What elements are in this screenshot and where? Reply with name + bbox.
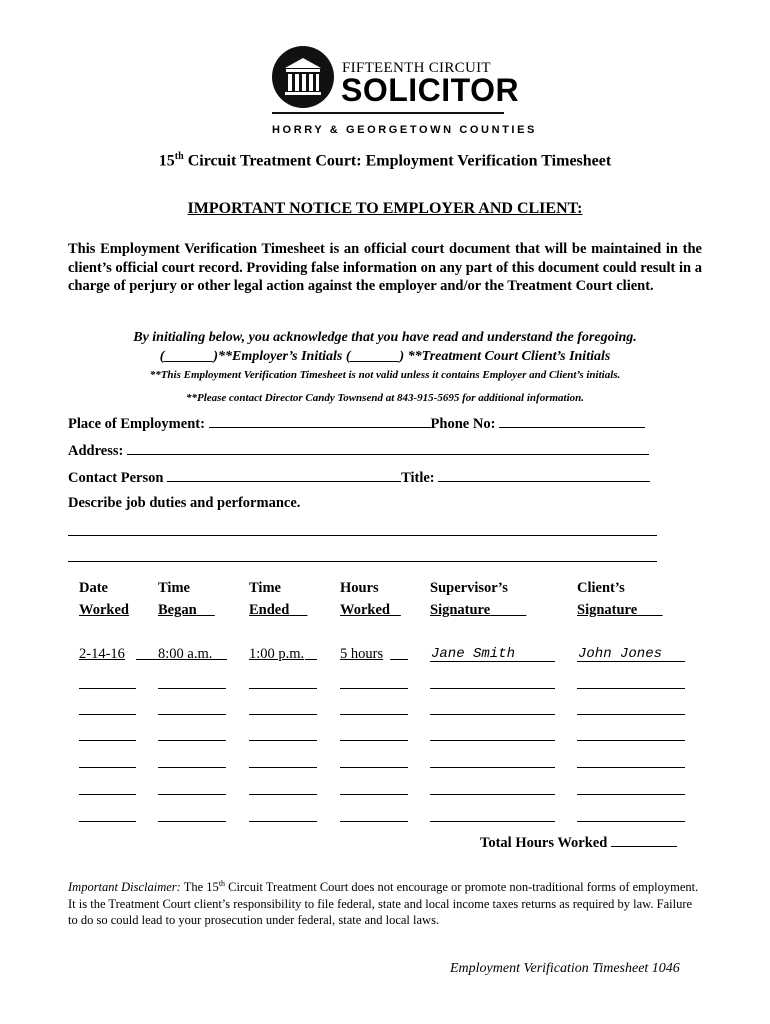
example-client-rule (577, 661, 685, 662)
blank-cell[interactable] (577, 821, 685, 822)
blank-cell[interactable] (158, 740, 226, 741)
blank-cell[interactable] (577, 767, 685, 768)
phone-label: Phone No: (430, 416, 496, 432)
blank-cell[interactable] (79, 688, 136, 689)
duties-line-2[interactable] (68, 561, 657, 562)
example-date-rule (136, 659, 226, 660)
title-label: Title: (401, 470, 435, 486)
blank-cell[interactable] (249, 740, 317, 741)
address-label: Address: (68, 443, 124, 459)
col-client-signature: Client’s Signature (577, 580, 638, 618)
blank-cell[interactable] (430, 794, 555, 795)
disclaimer: Important Disclaimer: The 15th Circuit Treatment Court does not encourage or promote non-traditional forms of employment. It is the Treatment Court client’s responsibility to file federal, state and local income taxes returns as required by law. Failure to do so could lead to your prosecution under federal, state and local laws. (68, 879, 699, 928)
table-cell (249, 646, 304, 663)
notice-heading: IMPORTANT NOTICE TO EMPLOYER AND CLIENT: (187, 200, 583, 217)
page-title: 15th Circuit Treatment Court: Employment Verification Timesheet (158, 151, 612, 170)
blank-cell[interactable] (340, 740, 408, 741)
blank-cell[interactable] (158, 767, 226, 768)
blank-cell[interactable] (158, 688, 226, 689)
blank-cell[interactable] (79, 794, 136, 795)
blank-cell[interactable] (340, 821, 408, 822)
example-ended-rule (305, 659, 317, 660)
example-client-signature: John Jones (578, 646, 663, 662)
example-time-ended: 1:00 p.m. (249, 646, 305, 662)
validity-note: **This Employment Verification Timesheet is not valid unless it contains Employer and Client’s initials. (149, 369, 621, 381)
blank-cell[interactable] (340, 714, 408, 715)
courthouse-icon (272, 46, 334, 108)
col-hours: Hours Worked (340, 580, 390, 618)
blank-cell[interactable] (577, 688, 685, 689)
logo-counties: HORRY & GEORGETOWN COUNTIES (272, 124, 537, 136)
col-time-ended: Time Ended (249, 580, 290, 618)
place-label: Place of Employment: (68, 416, 205, 432)
form-footer: Employment Verification Timesheet 1046 (450, 961, 680, 976)
example-supervisor-signature: Jane Smith (431, 646, 516, 662)
blank-cell[interactable] (340, 688, 408, 689)
blank-cell[interactable] (577, 740, 685, 741)
blank-cell[interactable] (577, 714, 685, 715)
duties-line-1[interactable] (68, 535, 657, 536)
duties-label: Describe job duties and performance. (68, 495, 301, 511)
blank-cell[interactable] (79, 714, 136, 715)
total-hours-input[interactable] (611, 833, 677, 847)
title-input[interactable] (438, 468, 650, 482)
place-input[interactable] (209, 414, 431, 428)
total-hours-row (480, 833, 677, 852)
logo-line1: FIFTEENTH CIRCUIT (342, 60, 491, 76)
blank-cell[interactable] (158, 714, 226, 715)
blank-cell[interactable] (249, 714, 317, 715)
logo-line2: SOLICITOR (341, 72, 520, 108)
col-date: Date Worked (79, 580, 129, 618)
address-input[interactable] (127, 441, 649, 455)
initials-line: (_______)**Employer’s Initials (_______) **Treatment Court Client’s Initials (159, 349, 611, 364)
blank-cell[interactable] (340, 794, 408, 795)
example-time-began: 8:00 a.m. (158, 646, 213, 662)
blank-cell[interactable] (340, 767, 408, 768)
example-hours-rule (390, 659, 408, 660)
col-time-began: Time Began (158, 580, 197, 618)
example-supervisor-rule (430, 661, 555, 662)
col-supervisor-signature: Supervisor’s Signature (430, 580, 508, 618)
blank-cell[interactable] (430, 821, 555, 822)
warning-paragraph: This Employment Verification Timesheet is an official court document that will be maintained in the client’s official court record. Providing false information on any part of this document could result in a charge of perjury or other legal action against the employer and/or the Treatment Court client. (68, 241, 702, 294)
blank-cell[interactable] (158, 821, 226, 822)
phone-input[interactable] (499, 414, 645, 428)
example-began-rule (220, 659, 227, 660)
blank-cell[interactable] (577, 794, 685, 795)
blank-cell[interactable] (249, 821, 317, 822)
blank-cell[interactable] (158, 794, 226, 795)
example-date: 2-14-16 (79, 646, 125, 662)
place-of-employment-row (68, 414, 645, 433)
contact-label: Contact Person (68, 470, 164, 486)
acknowledge-line: By initialing below, you acknowledge that you have read and understand the foregoing. (133, 330, 637, 345)
table-cell (158, 646, 212, 663)
logo-divider (272, 112, 504, 114)
contact-note: **Please contact Director Candy Townsend at 843-915-5695 for additional information. (185, 392, 585, 404)
blank-cell[interactable] (249, 767, 317, 768)
blank-cell[interactable] (430, 688, 555, 689)
blank-cell[interactable] (430, 767, 555, 768)
contact-input[interactable] (167, 468, 401, 482)
blank-cell[interactable] (79, 740, 136, 741)
blank-cell[interactable] (79, 767, 136, 768)
table-cell (340, 646, 383, 663)
blank-cell[interactable] (249, 794, 317, 795)
blank-cell[interactable] (249, 688, 317, 689)
blank-cell[interactable] (430, 740, 555, 741)
example-hours: 5 hours (340, 646, 384, 662)
blank-cell[interactable] (79, 821, 136, 822)
total-hours-label: Total Hours Worked (480, 835, 608, 851)
table-row (79, 646, 125, 663)
address-row (68, 441, 649, 460)
contact-row (68, 468, 650, 487)
blank-cell[interactable] (430, 714, 555, 715)
